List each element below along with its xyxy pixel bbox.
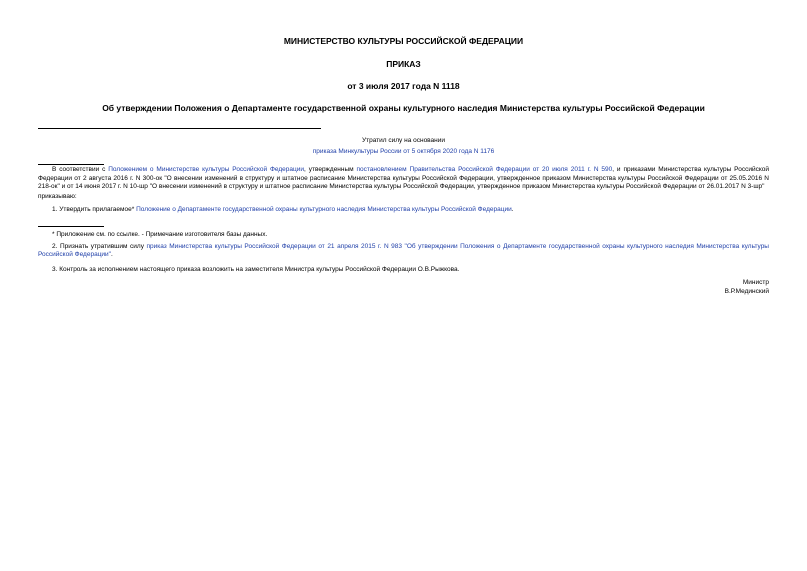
preamble-text-2: , утвержденным xyxy=(304,166,357,173)
date-number-heading: от 3 июля 2017 года N 1118 xyxy=(347,81,460,91)
item-1 xyxy=(38,206,769,215)
item-2 xyxy=(38,243,769,260)
order-word: приказываю: xyxy=(38,192,77,200)
ministry-heading: МИНИСТЕРСТВО КУЛЬТУРЫ РОССИЙСКОЙ ФЕДЕРАЦИИ xyxy=(283,36,524,46)
item-1-link[interactable]: Положение о Департаменте государственной охраны культурного наследия Министерства культуры Российской Федерации xyxy=(136,206,512,214)
item-1-end: . xyxy=(511,206,514,214)
preamble-text-1: В соответствии с xyxy=(52,166,109,173)
status-link-line xyxy=(38,148,769,156)
signature-position: Министр xyxy=(742,279,769,287)
preamble-link-regulation[interactable]: Положением о Министерстве культуры Российской Федерации xyxy=(108,166,305,173)
doc-type-heading: ПРИКАЗ xyxy=(386,59,421,69)
item-1-text: 1. Утвердить прилагаемое* xyxy=(52,206,137,214)
status-note: Утратил силу на основании xyxy=(361,137,446,144)
status-link[interactable]: приказа Минкультуры России от 5 октября 2020 года N 1176 xyxy=(312,148,495,155)
header-divider xyxy=(38,128,321,129)
item-2-link[interactable]: приказ Министерства культуры Российской Федерации от 21 апреля 2015 г. N 983 "Об утверждении Положения о Департаменте государственной охраны культурного наследия Министерства культуры Российской Федерации" xyxy=(38,242,769,259)
item-3: 3. Контроль за исполнением настоящего приказа возложить на заместителя Министра культуры Российской Федерации О.В.Рыжкова. xyxy=(52,265,460,273)
preamble-paragraph xyxy=(38,166,769,192)
doc-title: Об утверждении Положения о Департаменте государственной охраны культурного наследия Министерства культуры Российской Федерации xyxy=(102,103,705,113)
preamble-text-3: , и приказами Министерства культуры Российской Федерации от 2 августа 2016 г. N 300-ок "О внесении изменений в структуру и штатное расписание Министерства культуры Российской Федерации, утвержденное приказом Министерства культуры Российской Федерации от 25.05.2016 N 218-ок" и от 14 июня 2017 г. N 10-шр "О внесении изменений в структуру и штатное расписание Министерства культуры Российской Федерации, утвержденное приказом Министерства культуры Российской Федерации от 26.01.2017 N 3-шр" xyxy=(38,166,769,191)
item-2-end: . xyxy=(111,251,113,259)
footnote: * Приложение см. по ссылке. - Примечание изготовителя базы данных. xyxy=(52,230,268,238)
item-2-text: 2. Признать утратившим силу xyxy=(52,242,147,250)
preamble-link-decree[interactable]: постановлением Правительства Российской Федерации от 20 июля 2011 г. N 590 xyxy=(356,166,613,173)
status-divider xyxy=(38,164,104,165)
footnote-divider xyxy=(38,226,104,227)
signature-name: В.Р.Мединский xyxy=(724,288,769,296)
